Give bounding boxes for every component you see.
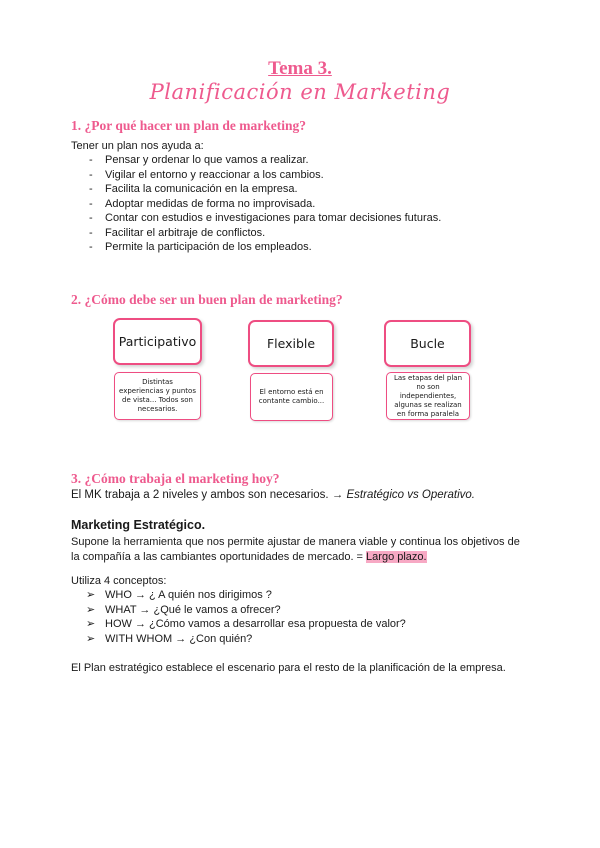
section2-heading: 2. ¿Cómo debe ser un buen plan de marketing?: [71, 292, 343, 307]
list-item: - Facilita la comunicación en la empresa.: [71, 182, 441, 197]
arrow-bullet-icon: ➢: [86, 632, 96, 645]
list-item: [71, 588, 406, 603]
paragraph-line-2: [71, 550, 541, 565]
section1-list: [71, 153, 441, 255]
card-flexible-title: Flexible: [248, 320, 334, 367]
list-item: [71, 632, 406, 647]
concept-text: WHO → ¿ A quién nos dirigimos ?: [105, 589, 272, 601]
card-participativo-desc: Distintas experiencias y puntos de vista... Todos son necesarios.: [114, 372, 201, 420]
card-bucle-desc: Las etapas del plan no son independientes, algunas se realizan en forma paralela: [386, 372, 470, 420]
concept-text: WITH WHOM → ¿Con quién?: [105, 632, 253, 645]
list-item: [71, 603, 406, 618]
concept-text: HOW → ¿Cómo vamos a desarrollar esa propuesta de valor?: [105, 618, 406, 630]
paragraph-line-1: Supone la herramienta que nos permite ajustar de manera viable y continua los objetivos de: [71, 536, 520, 548]
list-item: [71, 617, 406, 632]
paragraph-line-2-text: la compañía a las cambiantes oportunidades de mercado. =: [71, 550, 363, 563]
section1-heading: 1. ¿Por qué hacer un plan de marketing?: [71, 118, 307, 133]
section1-intro: Tener un plan nos ayuda a:: [71, 140, 204, 152]
card-participativo-title: Participativo: [113, 318, 202, 365]
marketing-estrategico-paragraph: [71, 535, 541, 564]
list-item: - Vigilar el entorno y reaccionar a los cambios.: [71, 168, 441, 183]
marketing-estrategico-heading: Marketing Estratégico.: [71, 518, 206, 532]
page-title: Tema 3.: [268, 58, 332, 79]
section3-intro-text: El MK trabaja a 2 niveles y ambos son necesarios. →: [71, 489, 344, 501]
section3-heading: 3. ¿Cómo trabaja el marketing hoy?: [71, 471, 280, 486]
highlight-largo-plazo: Largo plazo.: [366, 550, 427, 563]
concepts-list: [71, 588, 406, 646]
arrow-bullet-icon: ➢: [86, 589, 96, 601]
card-flexible-desc: El entorno está en contante cambio...: [250, 373, 333, 421]
section3-intro: [71, 488, 475, 503]
card-bucle-title: Bucle: [384, 320, 471, 367]
closing-paragraph: El Plan estratégico establece el escenario para el resto de la planificación de la empresa.: [71, 662, 506, 674]
list-item: - Adoptar medidas de forma no improvisada.: [71, 197, 441, 212]
arrow-bullet-icon: ➢: [86, 603, 96, 616]
list-item: - Permite la participación de los empleados.: [71, 240, 441, 255]
concept-text: WHAT → ¿Qué le vamos a ofrecer?: [105, 603, 281, 616]
list-item: - Facilitar el arbitraje de conflictos.: [71, 226, 441, 241]
list-item: - Contar con estudios e investigaciones para tomar decisiones futuras.: [71, 211, 441, 226]
list-item: - Pensar y ordenar lo que vamos a realizar.: [71, 153, 441, 168]
arrow-bullet-icon: ➢: [86, 618, 96, 630]
section3-intro-italic: Estratégico vs Operativo.: [346, 489, 475, 501]
page-subtitle: Planificación en Marketing: [149, 80, 451, 104]
concepts-intro: Utiliza 4 conceptos:: [71, 575, 167, 587]
